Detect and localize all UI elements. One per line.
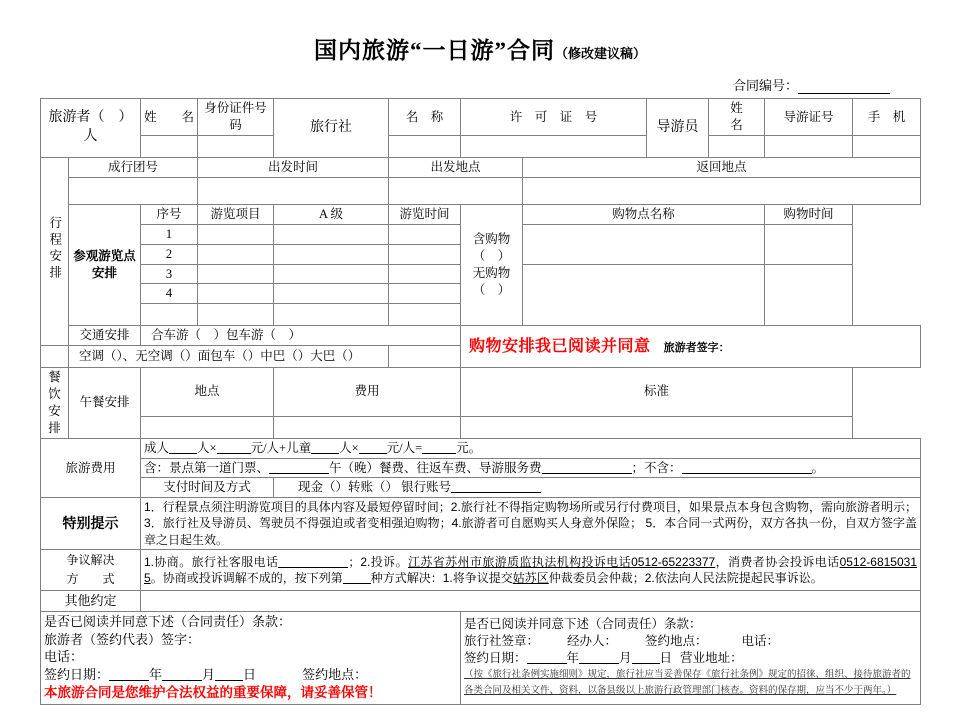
- tourist-sign-date-label: 签约日期：: [44, 666, 110, 682]
- site-grade-4[interactable]: [274, 284, 389, 304]
- page-title-sub: （修改建议稿）: [554, 46, 646, 61]
- dispute-fallback-text: 。协商或投诉调解不成的，按下列第: [150, 571, 343, 586]
- guide-cert-value[interactable]: [765, 136, 853, 158]
- fee-adult-price-blank[interactable]: [217, 440, 251, 454]
- shop-time-column-label: 购物时间: [765, 204, 853, 224]
- fee-total-blank[interactable]: [422, 440, 456, 454]
- agency-seal-label: 旅行社签章：: [464, 633, 540, 648]
- agency-day-unit: 日: [659, 650, 673, 665]
- dispute-complaint-text: ；2.投诉。: [348, 554, 408, 569]
- contract-number-line: [40, 75, 920, 94]
- site-time-2[interactable]: [389, 244, 461, 264]
- agency-license-label: 许 可 证 号: [461, 99, 647, 136]
- site-seq-2: 2: [141, 244, 198, 264]
- dining-label: 餐饮安排: [41, 368, 69, 439]
- tourist-name-value[interactable]: [141, 136, 198, 158]
- contract-number-blank[interactable]: [798, 79, 890, 94]
- site-seq-4: 4: [141, 284, 198, 304]
- dispute-negotiate-text: 1.协商。旅行社客服电话: [144, 554, 279, 569]
- itinerary-side-label-text: 行程安排: [47, 216, 62, 283]
- agency-phone-label: 电话：: [741, 633, 780, 648]
- shopping-consent-cell: [461, 326, 921, 368]
- fee-meal-blank[interactable]: [269, 460, 329, 474]
- agency-license-value[interactable]: [461, 136, 647, 158]
- fee-child-prefix: 元/人+儿童: [250, 440, 312, 455]
- site-time-4[interactable]: [389, 284, 461, 304]
- special-notice-label: 特别提示: [41, 498, 141, 550]
- site-item-5[interactable]: [198, 304, 274, 326]
- other-agreement-label: 其他约定: [41, 591, 141, 612]
- fee-adult-prefix: 成人: [144, 440, 170, 455]
- transport-label-empty: [41, 346, 69, 368]
- dispute-litigation-text: 仲裁委员会仲裁；2.依法向人民法院提起民事诉讼。: [548, 571, 823, 586]
- fee-amount-line[interactable]: [141, 438, 921, 458]
- guide-name-label: 姓 名: [709, 99, 765, 136]
- guide-mobile-value[interactable]: [853, 136, 921, 158]
- site-grade-3[interactable]: [274, 264, 389, 284]
- return-place-label: 返回地点: [523, 158, 921, 178]
- group-number-value[interactable]: [69, 177, 198, 204]
- signature-block-agency: [461, 612, 921, 704]
- dispute-label-line2: 方 式: [66, 572, 115, 587]
- site-time-3[interactable]: [389, 264, 461, 284]
- site-grade-2[interactable]: [274, 244, 389, 264]
- depart-place-value[interactable]: [389, 177, 523, 204]
- fee-include-prefix: 含：景点第一道门票、: [144, 460, 270, 475]
- contract-keep-warning: 本旅游合同是您维护合法权益的重要保障，请妥善保管！: [44, 685, 382, 701]
- fee-adult-times: 人×: [197, 440, 217, 455]
- guide-label: 导游员: [647, 99, 709, 158]
- table-row-fee-amount: [41, 438, 921, 458]
- fee-child-times: 人×: [339, 440, 359, 455]
- table-row-dining-header: [41, 368, 921, 417]
- tourist-id-value[interactable]: [198, 136, 274, 158]
- return-place-value[interactable]: [523, 177, 921, 204]
- fee-include-items: 午（晚）餐费、往返车费、导游服务费: [329, 460, 542, 475]
- fee-include-end: 。: [811, 460, 825, 475]
- contract-document-page: [0, 38, 960, 717]
- agency-signature-line[interactable]: [464, 633, 917, 650]
- site-time-1[interactable]: [389, 224, 461, 244]
- page-title: [40, 38, 920, 63]
- other-agreement-value[interactable]: [141, 591, 921, 612]
- agency-handler-label: 经办人：: [567, 633, 618, 648]
- dining-fee-label: 费用: [274, 368, 461, 417]
- fee-exclude-blank[interactable]: [682, 460, 812, 474]
- shopping-consent-statement: 购物安排我已阅读并同意: [469, 337, 651, 355]
- tourist-signature-field[interactable]: 旅游者（签约代表）签字：: [44, 631, 201, 647]
- tourist-day-unit: 日: [243, 666, 257, 682]
- site-grade-1[interactable]: [274, 224, 389, 244]
- fee-included-line[interactable]: [141, 458, 921, 478]
- seq-column-label: 序号: [141, 204, 198, 224]
- agency-year-blank[interactable]: [527, 650, 567, 664]
- agency-name-label: 名 称: [389, 99, 461, 136]
- agency-regulation-fine-print: （按《旅行社条例实施细则》规定，旅行社应当妥善保存《旅行社条例》规定的招徕、组织、接待旅游者的各类合同及相关文件、资料，以备县级以上旅游行政管理部门核查。资料的保存期，应当不少于两年。）: [464, 668, 911, 697]
- table-row-transport-1: [41, 326, 921, 346]
- bank-account-blank[interactable]: [451, 480, 541, 494]
- dispute-authority-phone: 0512-65223377: [631, 554, 716, 569]
- table-row-parties-header: [41, 99, 921, 136]
- agency-terms-question: 是否已阅读并同意下述（合同责任）条款：: [464, 617, 702, 631]
- dispute-label-line1: 争议解决: [66, 552, 115, 567]
- shopping-option-cell[interactable]: [461, 204, 523, 325]
- dining-place-value[interactable]: [141, 416, 274, 438]
- dispute-method-blank[interactable]: [343, 571, 371, 584]
- site-seq-5: [141, 304, 198, 326]
- agency-sign-date-line[interactable]: [464, 650, 917, 667]
- contract-table: [40, 98, 921, 704]
- dispute-label: [41, 549, 141, 590]
- table-row-special-notice: [41, 498, 921, 550]
- payment-options: 现金（）转账（） 银行账号: [298, 480, 452, 495]
- visit-time-column-label: 游览时间: [389, 204, 461, 224]
- page-title-main: 国内旅游“一日游”合同: [313, 38, 555, 63]
- transport-line-1[interactable]: 合车游（ ）包车游（ ）: [141, 326, 461, 346]
- agency-sign-date-label: 签约日期：: [464, 650, 527, 665]
- agency-month-blank[interactable]: [579, 650, 619, 664]
- table-row-signatures: [41, 612, 921, 704]
- dispute-authority-name: 江苏省苏州市旅游质监执法机构投诉电话: [407, 554, 632, 569]
- item-column-label: 游览项目: [198, 204, 274, 224]
- fee-child-count-blank[interactable]: [311, 440, 339, 454]
- dining-place-label: 地点: [141, 368, 274, 417]
- transport-label: 交通安排: [69, 326, 141, 346]
- sites-arrangement-label: 参观游览点安排: [69, 204, 141, 325]
- signature-block-tourist: [41, 612, 461, 704]
- dispute-arbitration-district: 姑苏区: [512, 571, 549, 586]
- tourist-count-label: 旅游者（ ）人: [41, 99, 141, 158]
- agency-label: 旅行社: [274, 99, 389, 158]
- shop-time-value-2[interactable]: [765, 264, 853, 326]
- tourist-sign-place-label[interactable]: 签约地点：: [302, 666, 368, 682]
- shop-time-value-1[interactable]: [765, 224, 853, 264]
- agency-year-unit: 年: [566, 650, 580, 665]
- table-row-dispute: [41, 549, 921, 590]
- tourist-year-unit: 年: [149, 666, 163, 682]
- tourist-sign-date-line[interactable]: [44, 666, 457, 684]
- depart-time-label: 出发时间: [198, 158, 389, 178]
- grade-column-label: A 级: [274, 204, 389, 224]
- guide-mobile-label: 手 机: [853, 99, 921, 136]
- contract-number-label: 合同编号：: [732, 78, 798, 94]
- payment-method-value[interactable]: [274, 478, 921, 498]
- site-item-1[interactable]: [198, 224, 274, 244]
- fee-equals: 元/人=: [386, 440, 423, 455]
- dispute-consumer-assoc-phone: 0512-68150315: [144, 554, 917, 586]
- depart-place-label: 出发地点: [389, 158, 523, 178]
- table-row-parties-values: [41, 136, 921, 158]
- table-row-dining-values: [41, 416, 921, 438]
- shop-name-value-2[interactable]: [523, 264, 765, 326]
- group-number-label: 成行团号: [69, 158, 198, 178]
- agency-business-address-label[interactable]: 营业地址：: [680, 650, 743, 665]
- tourist-signature-label: 旅游者签字：: [663, 341, 730, 354]
- tourist-month-unit: 月: [202, 666, 216, 682]
- site-item-3[interactable]: [198, 264, 274, 284]
- fee-child-price-blank[interactable]: [359, 440, 387, 454]
- site-grade-5[interactable]: [274, 304, 389, 326]
- payment-method-label: 支付时间及方式: [141, 478, 274, 498]
- guide-name-value[interactable]: [709, 136, 765, 158]
- dining-standard-label: 标准: [461, 368, 853, 417]
- shop-name-value-1[interactable]: [523, 224, 765, 264]
- shopping-excluded-label: 无购物（ ）: [472, 266, 511, 297]
- site-seq-3: 3: [141, 264, 198, 284]
- itinerary-side-label: [41, 158, 69, 346]
- tourist-phone-field[interactable]: 电话：: [44, 649, 84, 665]
- lunch-label: 午餐安排: [69, 368, 141, 439]
- dining-standard-value[interactable]: [461, 416, 853, 438]
- fees-label: 旅游费用: [41, 438, 141, 498]
- table-row-trip-header: [41, 158, 921, 178]
- agency-day-blank[interactable]: [632, 650, 660, 664]
- fee-exclude-prefix: ；不含：: [631, 460, 682, 475]
- dispute-text: [141, 549, 921, 590]
- fee-adult-count-blank[interactable]: [169, 440, 197, 454]
- shopping-included-label: 含购物（ ）: [472, 232, 511, 264]
- dispute-consumer-assoc-text: ，消费者协会投诉电话: [715, 554, 840, 569]
- tourist-name-label: 姓 名: [141, 99, 198, 136]
- depart-time-value[interactable]: [198, 177, 389, 204]
- dining-fee-value[interactable]: [274, 416, 461, 438]
- table-row-trip-values: [41, 177, 921, 204]
- site-item-2[interactable]: [198, 244, 274, 264]
- fee-unit: 元。: [456, 440, 482, 455]
- table-row-fee-included: [41, 458, 921, 478]
- site-seq-1: 1: [141, 224, 198, 244]
- guide-cert-label: 导游证号: [765, 99, 853, 136]
- agency-name-value[interactable]: [389, 136, 461, 158]
- agency-sign-place-label: 签约地点：: [645, 633, 708, 648]
- site-item-4[interactable]: [198, 284, 274, 304]
- table-row-other-agreement: [41, 591, 921, 612]
- tourist-id-label: 身份证件号码: [198, 99, 274, 136]
- fee-include-blank[interactable]: [542, 460, 632, 474]
- agency-service-phone-blank[interactable]: [278, 555, 348, 568]
- table-row-sightseeing-header: [41, 204, 921, 224]
- tourist-terms-question: 是否已阅读并同意下述（合同责任）条款：: [44, 614, 292, 630]
- shop-name-column-label: 购物点名称: [523, 204, 765, 224]
- special-notice-text: 1．行程景点须注明游览项目的具体内容及最短停留时间；2.旅行社不得指定购物场所或另行付费项目，如果景点本身包含购物，需向旅游者明示；3．旅行社及导游员、驾驶员不得强迫或者变相强迫购物；4.旅游者可自愿购买人身意外保险； 5．本合同一式两份，双方各执一份，自双方签字盖章之日起生效。: [141, 498, 921, 550]
- agency-month-unit: 月: [619, 650, 632, 665]
- table-row-payment: [41, 478, 921, 498]
- transport-line-2[interactable]: 空调（）、无空调（）面包车（）中巴（）大巴（）: [69, 346, 389, 368]
- dispute-submit-text: 种方式解决：1.将争议提交: [370, 571, 513, 586]
- site-time-5[interactable]: [389, 304, 461, 326]
